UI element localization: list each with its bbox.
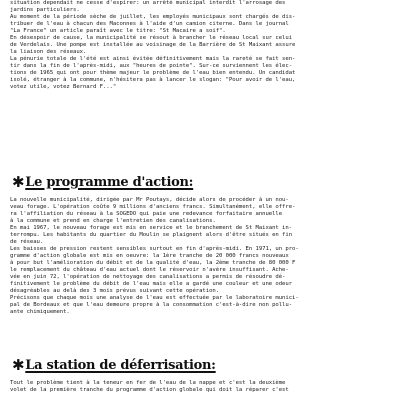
intro-line: la liaison des réseaux. bbox=[10, 49, 87, 55]
programme-line: gramme d'action globale est mis en oeuvre: la 1ère tranche de 20 000 francs nouveaux bbox=[10, 253, 289, 259]
heading-station bbox=[12, 355, 216, 373]
asterisk-icon: ✱ bbox=[12, 356, 25, 374]
asterisk-icon: ✱ bbox=[12, 173, 25, 191]
programme-line: La nouvelle municipalité, dirigée par Mr Poutays, décide alors de procéder à un nou- bbox=[10, 197, 289, 203]
intro-line: tribuer de l'eau à chacun des Maconnes à l'aide d'un camion citerne. Dans le journal bbox=[10, 21, 289, 27]
programme-line: Les baisses de pression restent sensibles surtout en fin d'après-midi. En 1971, un pro- bbox=[10, 246, 299, 252]
programme-line: le remplacement du château d'eau actuel dont le réservoir n'avère insuffisant. Ache- bbox=[10, 267, 289, 273]
programme-line: vée en juin 72, l'opération de nettoyage des canalisations a permis de résoudre dé- bbox=[10, 274, 286, 280]
station-line: volet de la première tranche du programme d'action globale qui doit la réparer c'est bbox=[10, 387, 289, 393]
programme-line: pal de Bordeaux et que l'eau demeure propre à la consommation c'est-à-dire non pollu- bbox=[10, 302, 293, 308]
programme-line: ante chimiquement. bbox=[10, 309, 70, 315]
intro-line: de Verdelais. Une pompe est installée au voisinage de la Barrière de St Maixant assure bbox=[10, 42, 296, 48]
programme-line: ra l'affiliation du réseau à la SOGEDO qui paie une redevance forfaitaire annuelle bbox=[10, 211, 283, 217]
programme-line: En mai 1967, le nouveau forage est mis en service et le branchement de St Maixant in- bbox=[10, 225, 293, 231]
intro-line: isolé, étranger à la commune, n'hésitera pas à lancer le slogan: "Pour avoir de l'eau, bbox=[10, 77, 296, 83]
heading-programme bbox=[12, 172, 193, 190]
station-line: Tout le problème tient à la teneur en fer de l'eau de la nappe et c'est la deuxième bbox=[10, 380, 286, 386]
intro-line: situation dependait ne cesse d'espirer: un arrêté municipal interdit l'arrosage des bbox=[10, 0, 286, 6]
heading-station-text: La station de déferrisation: bbox=[25, 358, 216, 373]
intro-section bbox=[10, 0, 394, 91]
programme-section bbox=[10, 197, 394, 316]
intro-line: jardins particuliers. bbox=[10, 7, 80, 13]
programme-line: désagréables au delà des 3 mois prévus suivant cette opération. bbox=[10, 288, 220, 294]
programme-line: finitivement le problème du débit de l'eau mais elle a gardé une couleur et une odeur bbox=[10, 281, 293, 287]
intro-line: tions de 1965 qui ont pour thème majeur le problème de l'eau bien entendu. Un candidat bbox=[10, 70, 296, 76]
intro-line: tir dans la fin de l'après-midi, aux "heures de pointe". Sur-ce surviennent les élec- bbox=[10, 63, 293, 69]
programme-line: à la commune et prend en charge l'entretien des canalisations. bbox=[10, 218, 216, 224]
programme-line: à pour but l'amélioration du débit et de la qualité d'eau, la 2ème tranche de 80 000 F bbox=[10, 260, 296, 266]
intro-line: En désespoir de cause, la municipalité se résout à brancher le réseau local sur celui bbox=[10, 35, 293, 41]
programme-line: veau forage. L'opération coûte 9 millions d'anciens francs. Simultanément, elle offre- bbox=[10, 204, 296, 210]
intro-line: votez utile, votez Bernard F..." bbox=[10, 84, 117, 90]
programme-line: Précisons que chaque mois une analyse de l'eau est effectuée par le laboratoire munici- bbox=[10, 295, 299, 301]
programme-line: terrompu. Les habitants du quartier du Moulin se plaignent alors d'être situés en fin bbox=[10, 232, 293, 238]
programme-line: de réseau. bbox=[10, 239, 44, 245]
station-section bbox=[10, 380, 394, 394]
intro-line: La pénurie totale de l'été est ainsi évitée définitivement mais la rareté se fait sen- bbox=[10, 56, 296, 62]
intro-line: Au moment de la période sèche de juillet, les employés municipaux sont chargés de dis- bbox=[10, 14, 296, 20]
intro-line: "La France" un article paraît avec le titre: "St Macaire a soif". bbox=[10, 28, 226, 34]
heading-programme-text: Le programme d'action: bbox=[25, 175, 194, 190]
